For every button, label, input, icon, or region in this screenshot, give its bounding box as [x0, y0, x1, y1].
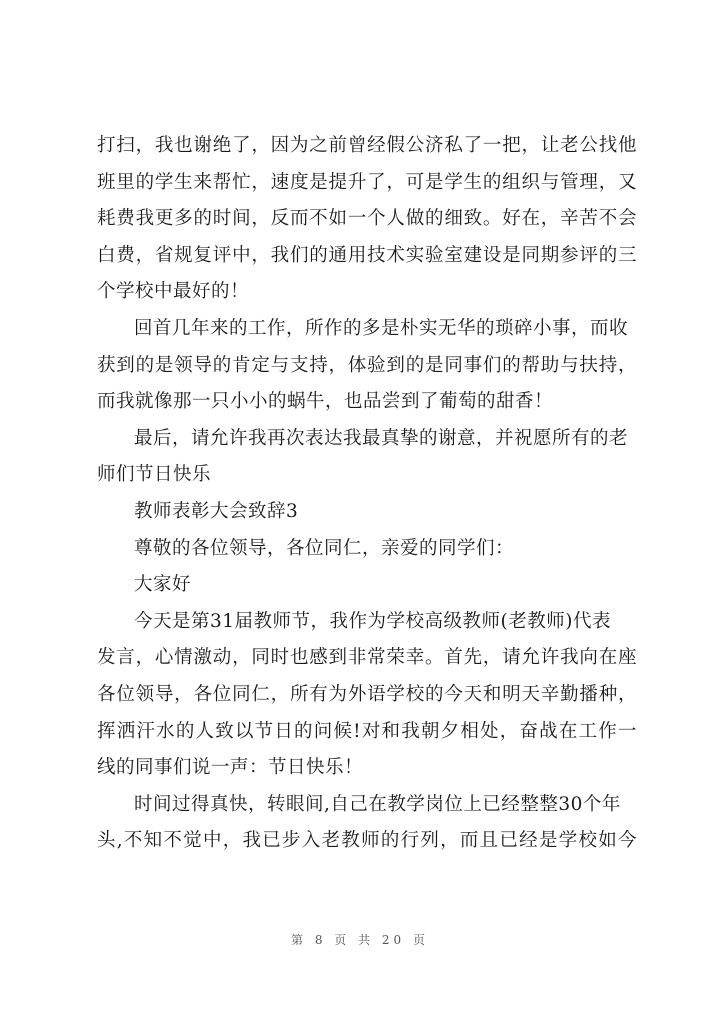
text-line: 白费，省规复评中，我们的通用技术实验室建设是同期参评的三: [97, 244, 637, 266]
text-line: 而我就像那一只小小的蜗牛，也品尝到了葡萄的甜香！: [97, 391, 554, 413]
text-line: 师们节日快乐: [97, 464, 212, 486]
text-line: 头,不知不觉中，我已步入老教师的行列，而且已经是学校如今: [97, 830, 637, 852]
salutation: 尊敬的各位领导，各位同仁，亲爱的同学们：: [134, 537, 515, 559]
paragraph-start: 回首几年来的工作，所作的多是朴实无华的琐碎小事，而收: [134, 317, 629, 339]
text-line: 线的同事们说一声：节日快乐！: [97, 757, 364, 779]
text-line: 耗费我更多的时间，反而不如一个人做的细致。好在，辛苦不会: [97, 208, 637, 230]
page-number-footer: 第 8 页 共 20 页: [291, 933, 429, 947]
paragraph-start: 最后，请允许我再次表达我最真挚的谢意，并祝愿所有的老: [134, 427, 629, 449]
text-line: 获到的是领导的肯定与支持，体验到的是同事们的帮助与扶持，: [97, 354, 637, 376]
paragraph-start: 今天是第31届教师节，我作为学校高级教师(老教师)代表: [134, 610, 611, 632]
greeting: 大家好: [134, 574, 192, 596]
paragraph-start: 时间过得真快，转眼间,自己在教学岗位上已经整整30个年: [134, 793, 621, 815]
text-line: 个学校中最好的！: [97, 281, 250, 303]
document-body: [97, 128, 637, 860]
text-line: 打扫，我也谢绝了，因为之前曾经假公济私了一把，让老公找他: [97, 135, 637, 156]
text-line: 发言，心情激动，同时也感到非常荣幸。首先，请允许我向在座: [97, 647, 637, 669]
text-line: 班里的学生来帮忙，速度是提升了，可是学生的组织与管理，又: [97, 171, 637, 193]
text-line: 挥洒汗水的人致以节日的问候!对和我朝夕相处，奋战在工作一: [97, 720, 637, 742]
text-line: 各位领导，各位同仁，所有为外语学校的今天和明天辛勤播种，: [97, 683, 637, 705]
section-heading: 教师表彰大会致辞3: [134, 500, 299, 522]
